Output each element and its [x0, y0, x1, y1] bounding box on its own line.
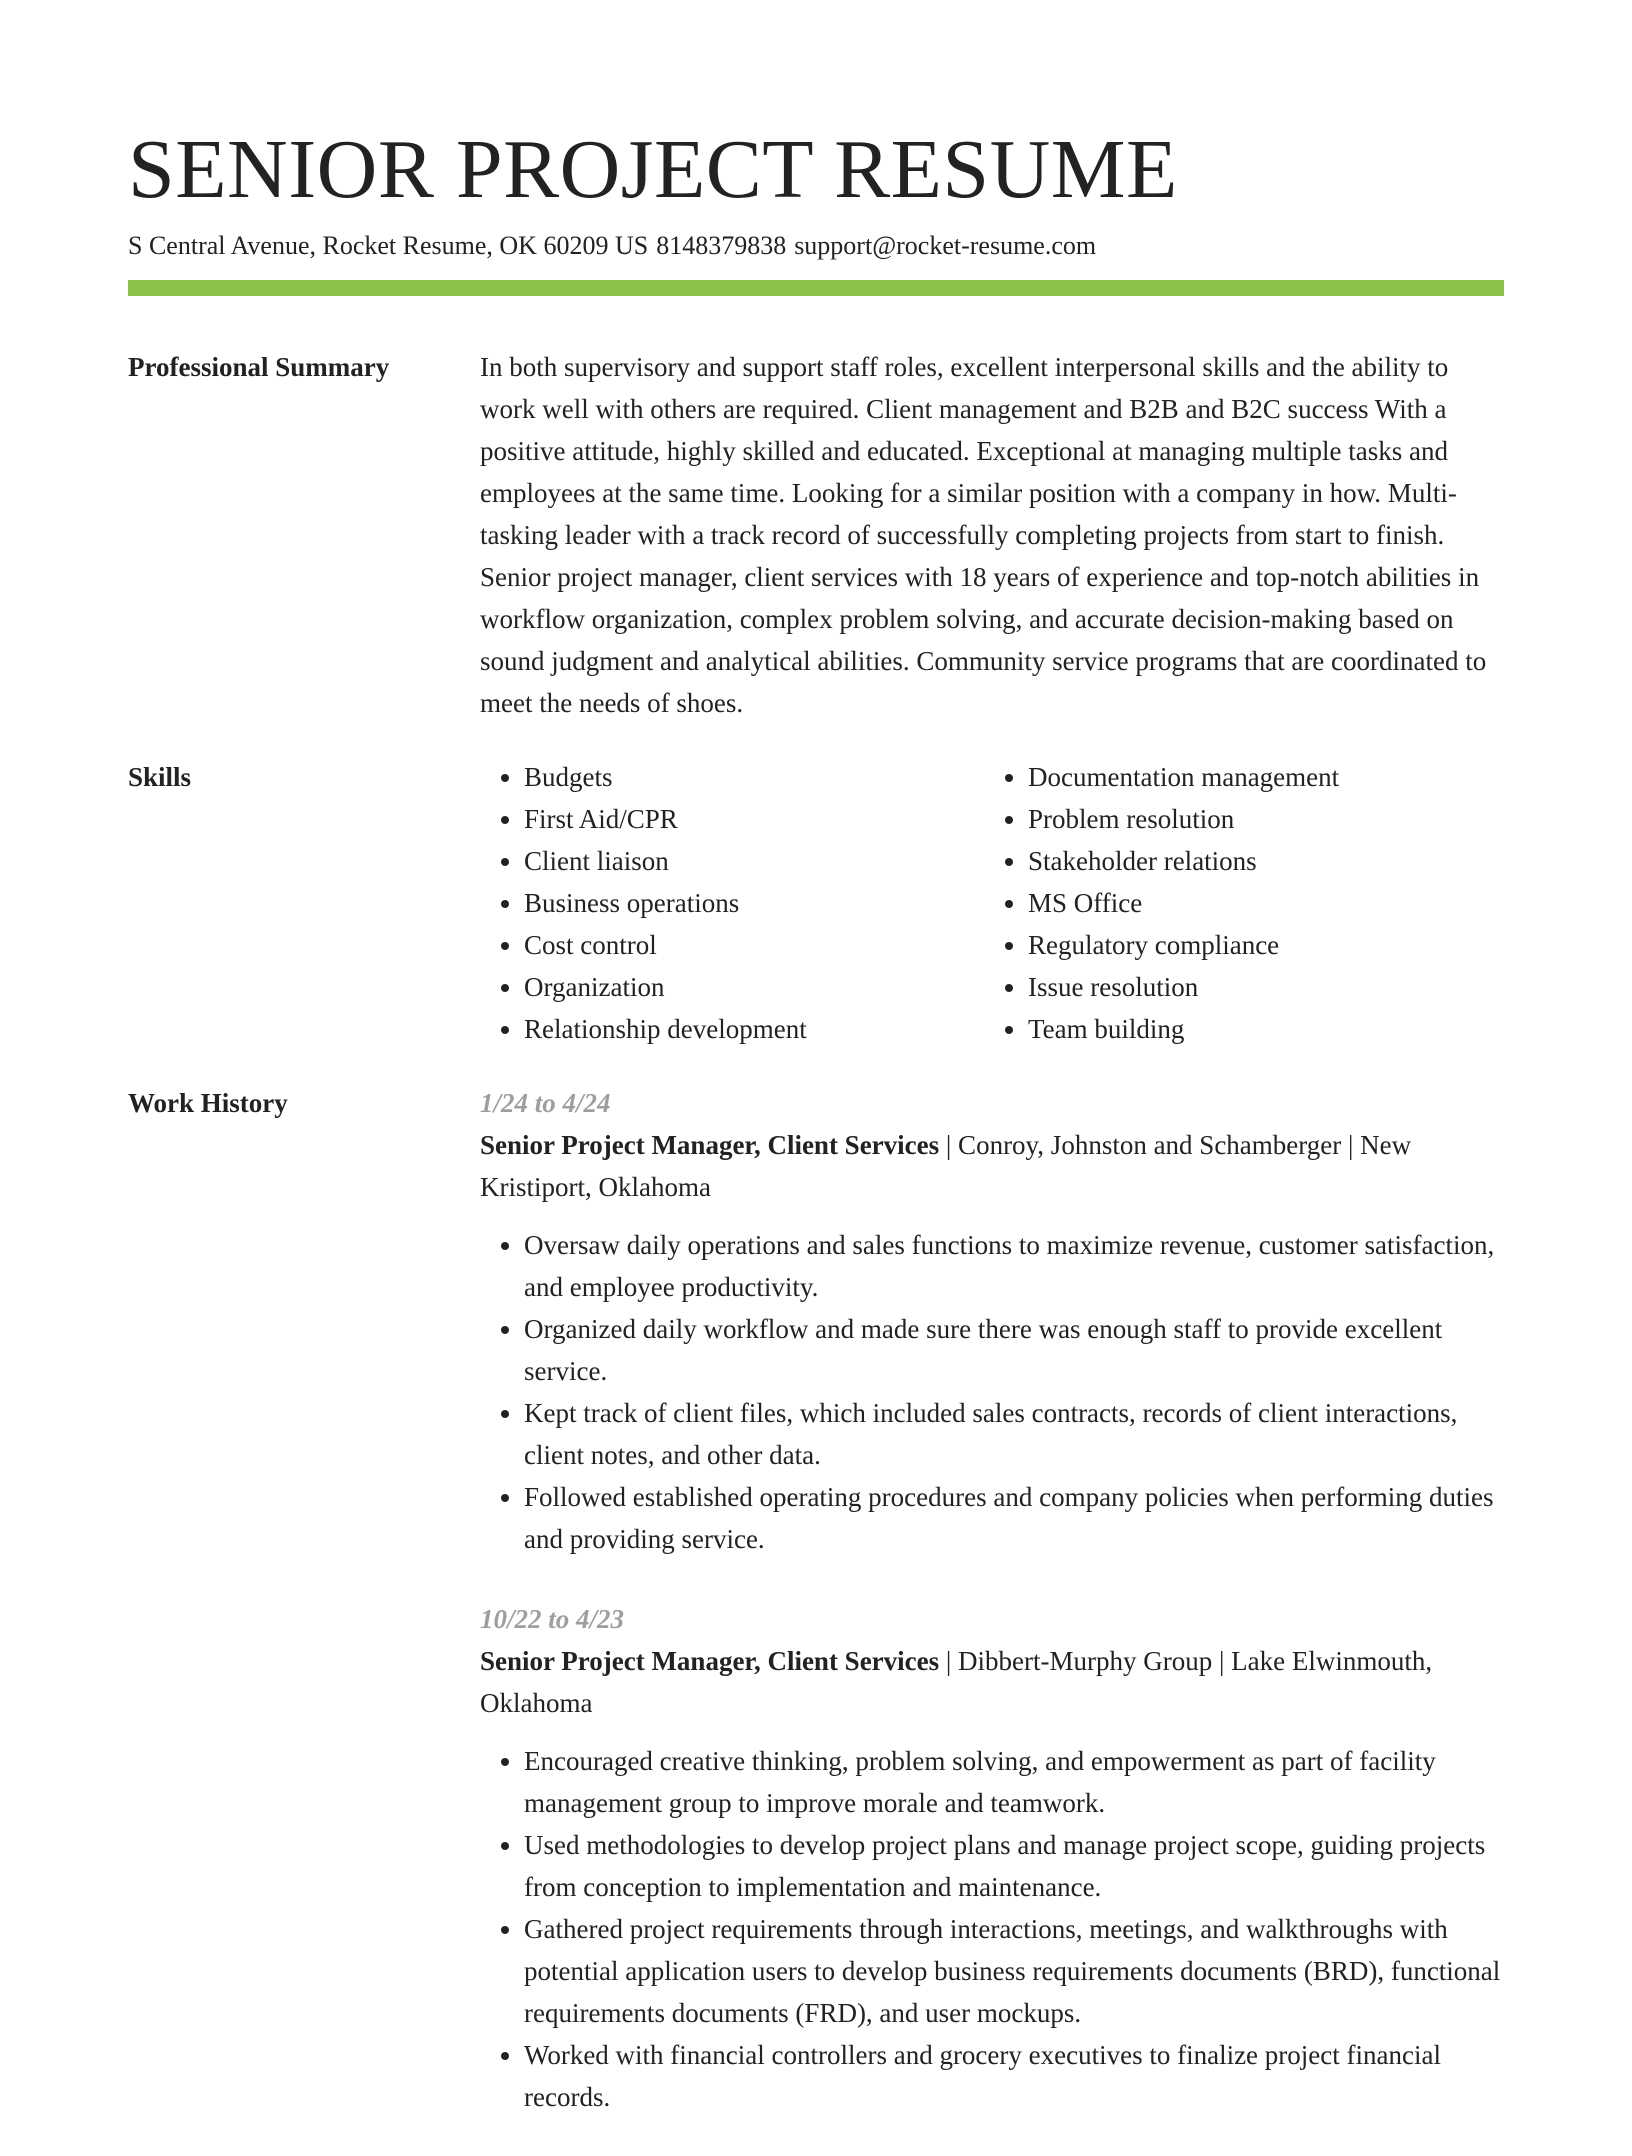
- skill-item: • Organization: [524, 966, 984, 1008]
- contact-line: [128, 228, 1504, 264]
- summary-heading: Professional Summary: [128, 352, 390, 382]
- skills-grid: [480, 756, 1504, 1050]
- skill-item: • Problem resolution: [1028, 798, 1488, 840]
- job-bullet: • Oversaw daily operations and sales functions to maximize revenue, customer satisfaction, and employee productivity.: [524, 1224, 1504, 1308]
- skills-section: [128, 756, 1504, 1050]
- resume-page: [128, 120, 1504, 2156]
- job-bullet: • Organized daily workflow and made sure there was enough staff to provide excellent service.: [524, 1308, 1504, 1392]
- job-bullets: [480, 1224, 1504, 1560]
- job-bullet: • Gathered project requirements through interactions, meetings, and walkthroughs with potential application users to develop business requirements documents (BRD), functional requirements documents (FRD), and user mockups.: [524, 1908, 1504, 2034]
- job-title: Senior Project Manager, Client Services: [480, 1130, 940, 1160]
- skill-item: • Business operations: [524, 882, 984, 924]
- job-dates: 10/22 to 4/23: [480, 1604, 625, 1634]
- job-dates: 1/24 to 4/24: [480, 1088, 611, 1118]
- job-entry: [480, 1082, 1504, 1560]
- work-history-heading: Work History: [128, 1088, 288, 1118]
- skill-item: • Regulatory compliance: [1028, 924, 1488, 966]
- skill-item: • Client liaison: [524, 840, 984, 882]
- job-bullets: [480, 1740, 1504, 2118]
- job-employer-location: | Dibbert-Murphy Group | Lake Elwinmouth, Oklahoma: [480, 1646, 1433, 1718]
- skill-item: • Cost control: [524, 924, 984, 966]
- skill-item: • Budgets: [524, 756, 984, 798]
- job-bullet: • Kept track of client files, which included sales contracts, records of client interactions, client notes, and other data.: [524, 1392, 1504, 1476]
- job-heading: [480, 1124, 1504, 1208]
- summary-section: [128, 346, 1504, 724]
- contact-email: support@rocket-resume.com: [794, 231, 1097, 260]
- job-bullet: • Used methodologies to develop project plans and manage project scope, guiding projects from conception to implementation and maintenance.: [524, 1824, 1504, 1908]
- skill-item: • Issue resolution: [1028, 966, 1488, 1008]
- skill-item: • Stakeholder relations: [1028, 840, 1488, 882]
- skills-list-left: [480, 756, 984, 1050]
- skills-list-right: [984, 756, 1488, 1050]
- job-title: Senior Project Manager, Client Services: [480, 1646, 940, 1676]
- job-employer-location: | Conroy, Johnston and Schamberger | New Kristiport, Oklahoma: [480, 1130, 1412, 1202]
- resume-name: SENIOR PROJECT RESUME: [128, 123, 1178, 216]
- job-heading: [480, 1640, 1504, 1724]
- summary-text: In both supervisory and support staff roles, excellent interpersonal skills and the ability to work well with others are required. Client management and B2B and B2C success With a positive attitude, highly skilled and educated. Exceptional at managing multiple tasks and employees at the same time. Looking for a similar position with a company in how. Multi-tasking leader with a track record of successfully completing projects from start to finish. Senior project manager, client services with 18 years of experience and top-notch abilities in workflow organization, complex problem solving, and accurate decision-making based on sound judgment and analytical abilities. Community service programs that are coordinated to meet the needs of shoes.: [480, 352, 1487, 718]
- skill-item: • Relationship development: [524, 1008, 984, 1050]
- job-bullet: • Followed established operating procedures and company policies when performing duties and providing service.: [524, 1476, 1504, 1560]
- job-bullet: • Worked with financial controllers and grocery executives to finalize project financial records.: [524, 2034, 1504, 2118]
- skill-item: • First Aid/CPR: [524, 798, 984, 840]
- contact-address: S Central Avenue, Rocket Resume, OK 60209 US: [128, 231, 649, 260]
- work-history-section: [128, 1082, 1504, 2156]
- skill-item: • MS Office: [1028, 882, 1488, 924]
- skill-item: • Documentation management: [1028, 756, 1488, 798]
- contact-phone: 8148379838: [656, 231, 787, 260]
- skills-heading: Skills: [128, 762, 192, 792]
- skill-item: • Team building: [1028, 1008, 1488, 1050]
- header-divider: [128, 280, 1504, 296]
- job-entry: [480, 1598, 1504, 2118]
- job-bullet: • Encouraged creative thinking, problem solving, and empowerment as part of facility management group to improve morale and teamwork.: [524, 1740, 1504, 1824]
